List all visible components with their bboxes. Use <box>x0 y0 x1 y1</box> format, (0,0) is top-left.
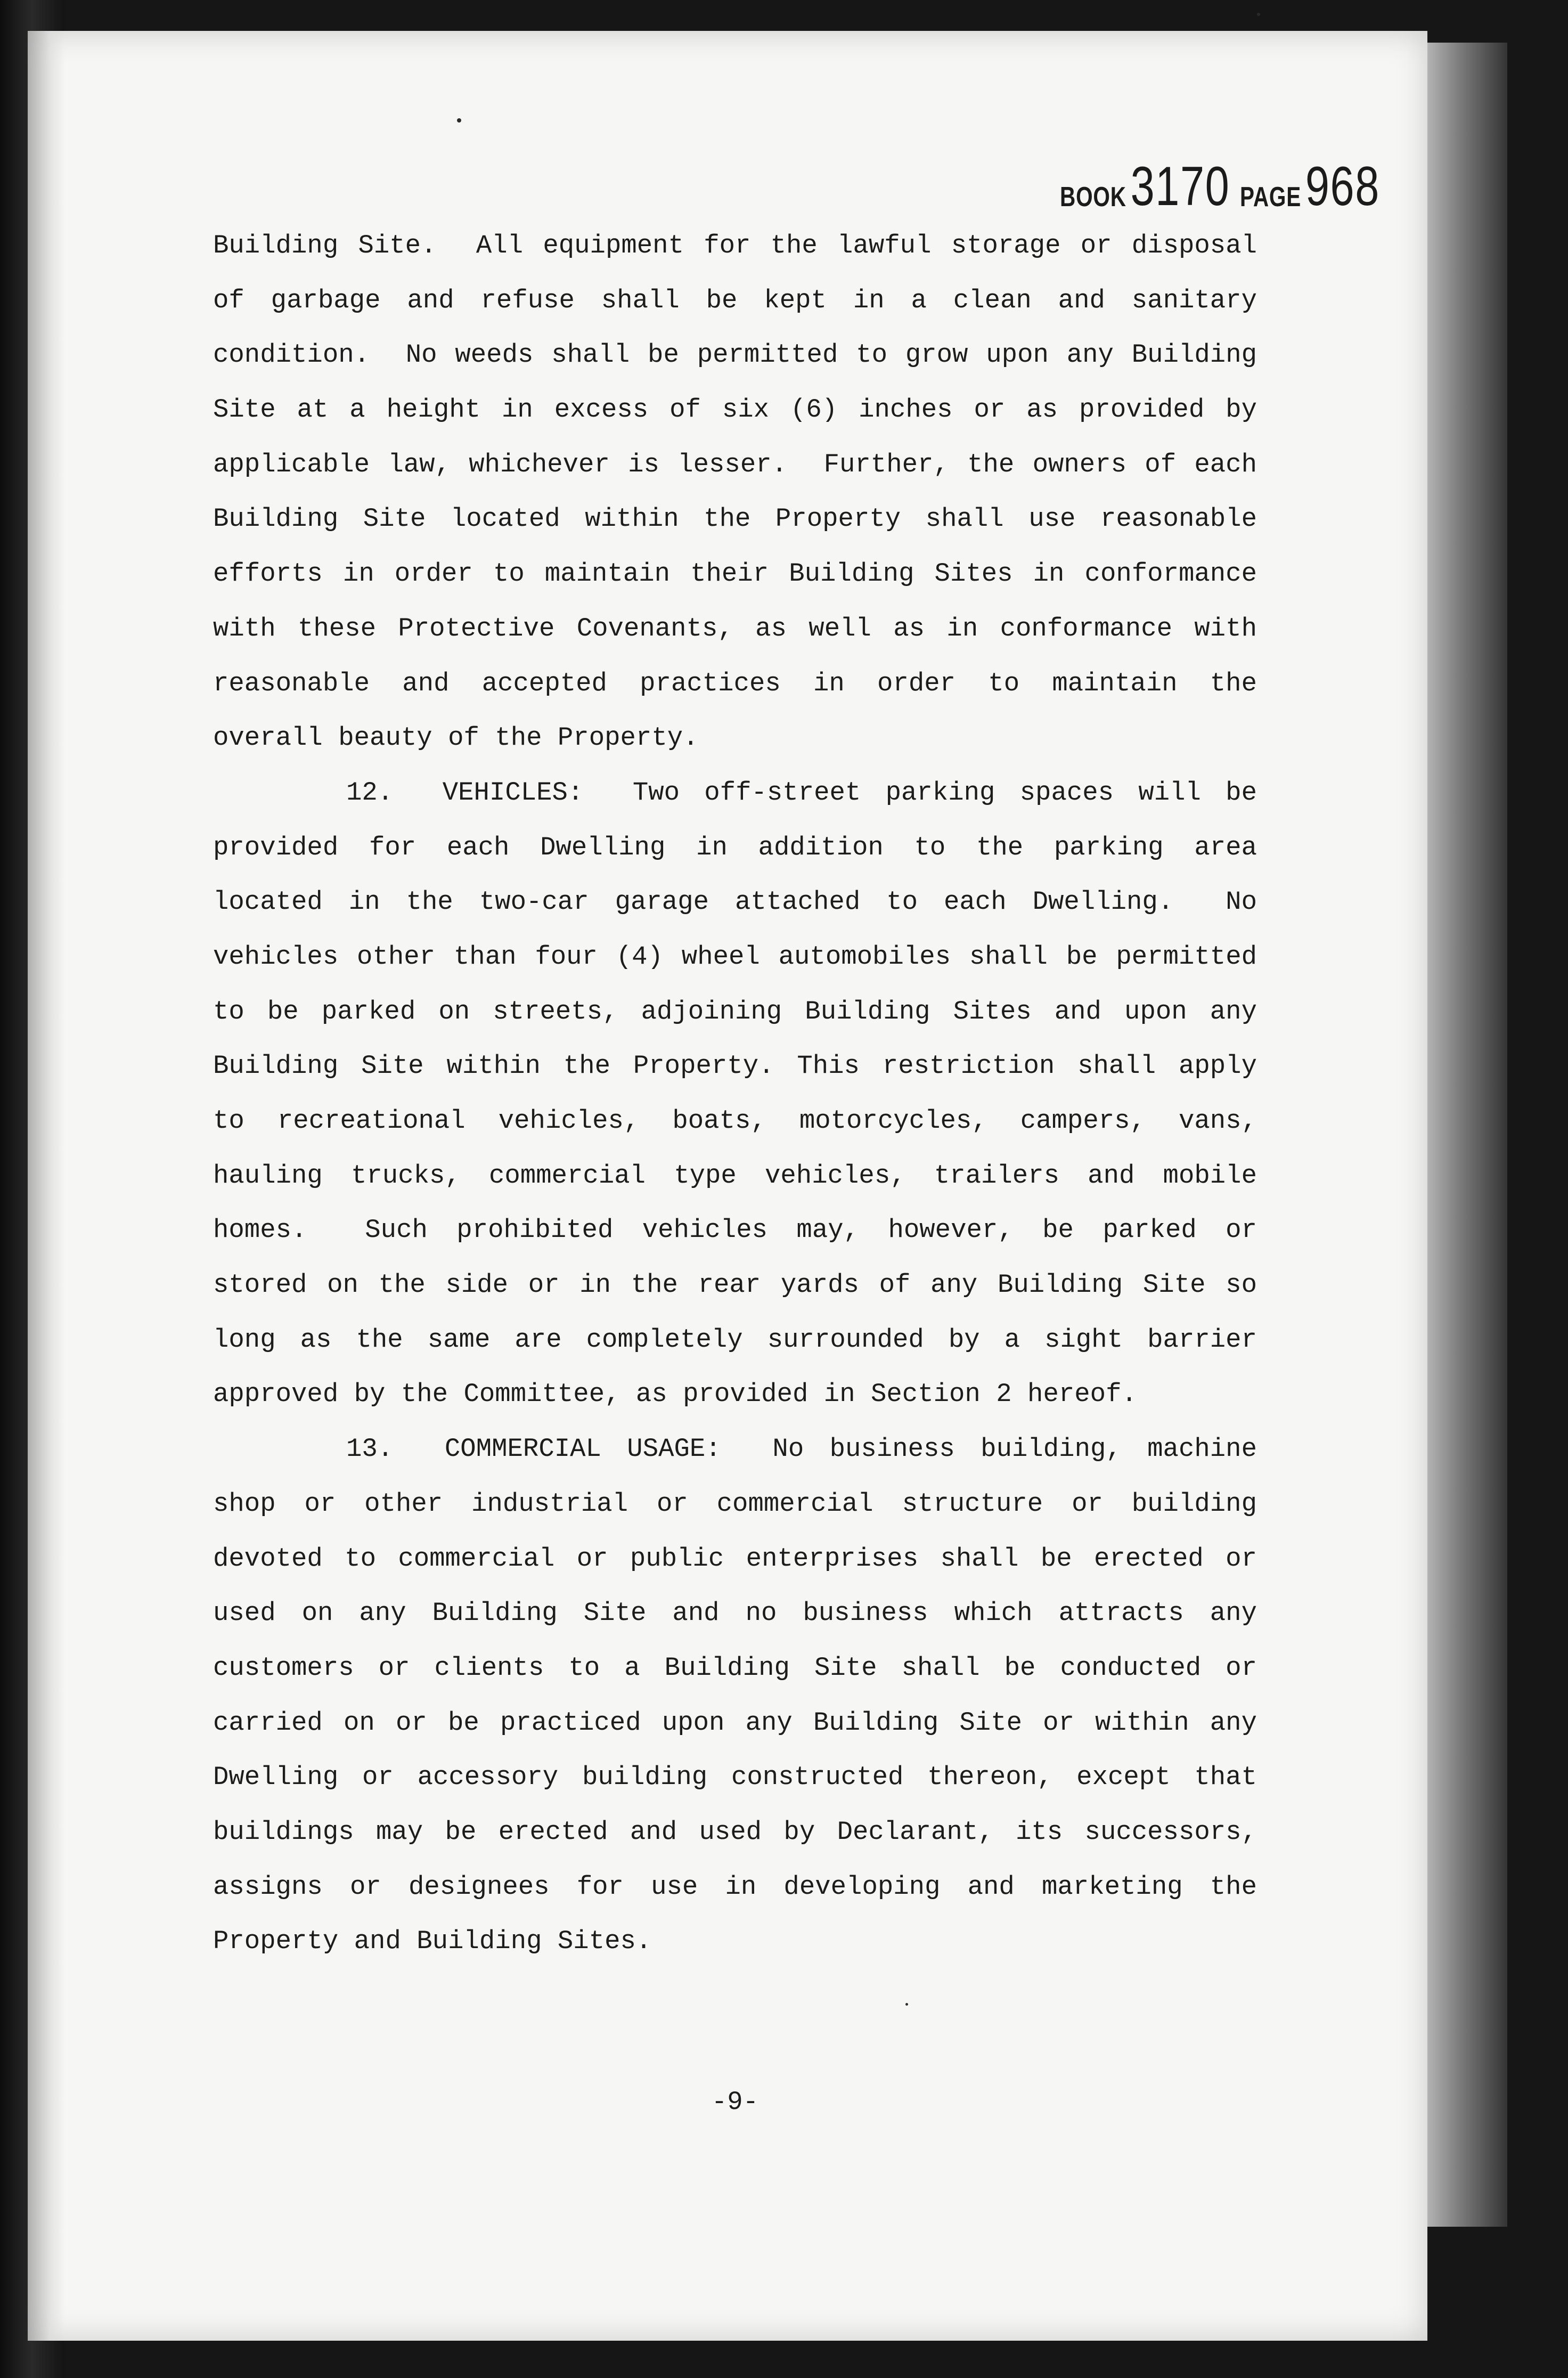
section-12-vehicles <box>213 765 1257 1422</box>
text-line: Building Site. All equipment for the lawful storage or disposal <box>213 231 1257 260</box>
text-line: buildings may be erected and used by Declarant, its successors, <box>213 1817 1257 1847</box>
text-line: carried on or be practiced upon any Building Site or within any <box>213 1707 1257 1738</box>
text-line: overall beauty of the Property. <box>213 723 699 753</box>
scan-speck <box>1257 13 1260 16</box>
paragraph-continuation <box>213 218 1257 765</box>
text-line: long as the same are completely surrounded by a sight barrier <box>213 1324 1257 1355</box>
text-line: Site at a height in excess of six (6) inches or as provided by <box>213 395 1257 425</box>
text-line: vehicles other than four (4) wheel automobiles shall be permitted <box>213 941 1257 972</box>
text-line: Building Site within the Property. This restriction shall apply <box>213 1051 1257 1081</box>
text-line: applicable law, whichever is lesser. Further, the owners of each <box>213 449 1257 479</box>
document-body <box>213 218 1257 1969</box>
page-label: PAGE <box>1240 182 1302 213</box>
text-line: of garbage and refuse shall be kept in a clean and sanitary <box>213 285 1257 315</box>
text-line: approved by the Committee, as provided in Section 2 hereof. <box>213 1379 1137 1410</box>
book-page-stamp <box>1060 156 1380 217</box>
text-line: Building Site located within the Property shall use reasonable <box>213 504 1257 534</box>
text-line: used on any Building Site and no business which attracts any <box>213 1598 1257 1628</box>
text-line: customers or clients to a Building Site shall be conducted or <box>213 1652 1257 1683</box>
text-line: devoted to commercial or public enterprises shall be erected or <box>213 1543 1257 1574</box>
text-line: assigns or designees for use in developing and marketing the <box>213 1871 1257 1902</box>
text-line: shop or other industrial or commercial structure or building <box>213 1488 1257 1519</box>
scan-speck <box>905 2003 908 2006</box>
section-heading-line: 12. VEHICLES: Two off-street parking spaces will be <box>346 777 1257 808</box>
text-line: condition. No weeds shall be permitted to grow upon any Building <box>213 340 1257 370</box>
text-line: with these Protective Covenants, as well as in conformance with <box>213 613 1257 644</box>
text-line: to be parked on streets, adjoining Building Sites and upon any <box>213 996 1257 1027</box>
book-number: 3170 <box>1130 156 1230 217</box>
page-left-edge-shadow <box>28 31 65 2341</box>
section-13-commercial-usage <box>213 1422 1257 1969</box>
book-label: BOOK <box>1060 182 1126 213</box>
text-line: located in the two-car garage attached to each Dwelling. No <box>213 887 1257 917</box>
text-line: Dwelling or accessory building constructed thereon, except that <box>213 1762 1257 1793</box>
text-line: reasonable and accepted practices in order to maintain the <box>213 668 1257 698</box>
section-heading-line: 13. COMMERCIAL USAGE: No business building, machine <box>346 1434 1257 1464</box>
text-line: hauling trucks, commercial type vehicles, trailers and mobile <box>213 1160 1257 1191</box>
text-line: efforts in order to maintain their Building Sites in conformance <box>213 559 1257 589</box>
text-line: Property and Building Sites. <box>213 1926 652 1957</box>
text-line: provided for each Dwelling in addition to the parking area <box>213 832 1257 862</box>
text-line: to recreational vehicles, boats, motorcycles, campers, vans, <box>213 1106 1257 1136</box>
text-line: homes. Such prohibited vehicles may, however, be parked or <box>213 1215 1257 1245</box>
scan-speck <box>457 118 461 123</box>
text-line: stored on the side or in the rear yards of any Building Site so <box>213 1270 1257 1300</box>
page-right-edge-shadow <box>1427 43 1507 2227</box>
page-footer-number: -9- <box>711 2087 759 2117</box>
page-number-stamp: 968 <box>1305 156 1380 217</box>
